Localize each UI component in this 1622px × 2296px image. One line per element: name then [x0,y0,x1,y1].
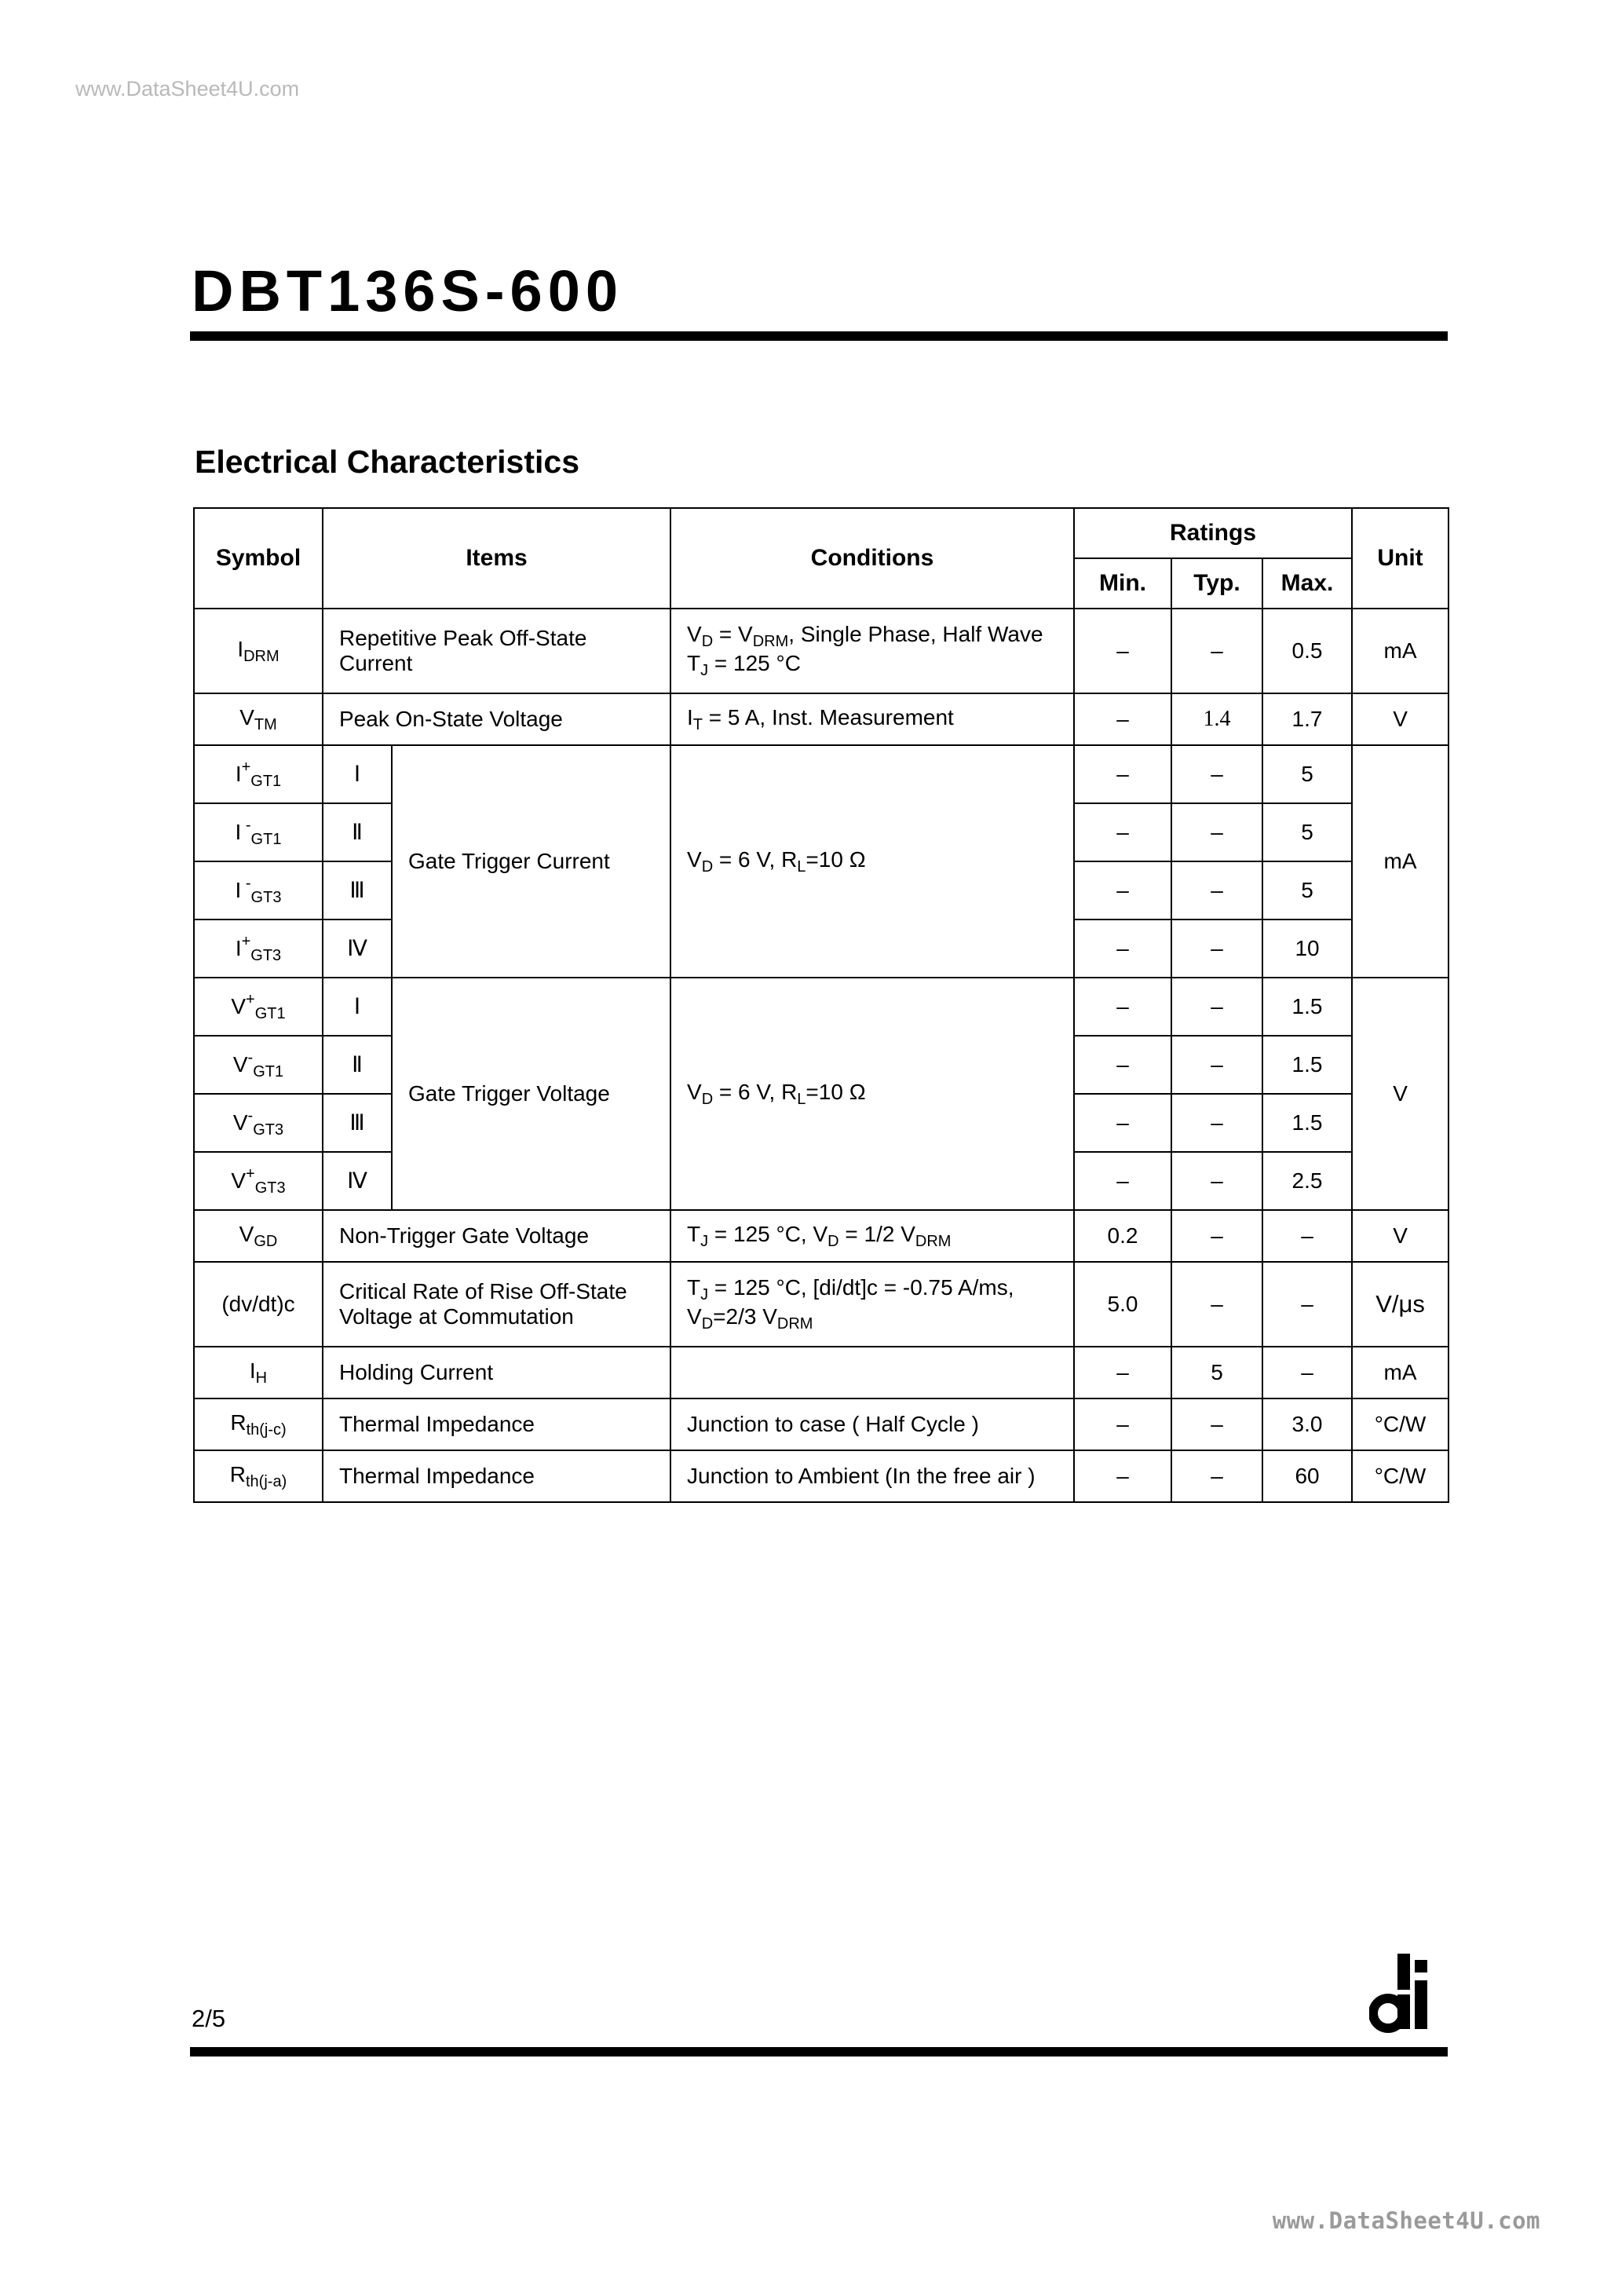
max-cell: – [1262,1210,1352,1262]
condition-cell: $T_J = 125$ °C, [di/dt]c = -0.75 A/ms, $V_D=2/3$ $V_{DRM}$ [670,1262,1074,1347]
symbol-cell: $I_{DRM}$ [194,609,323,693]
typ-cell: – [1171,1398,1262,1450]
condition-cell: Junction to case ( Half Cycle ) [670,1398,1074,1450]
symbol-cell: $I_H$ [194,1347,323,1398]
header-ratings: Ratings [1074,508,1352,558]
unit-cell: V/μs [1352,1262,1448,1347]
company-logo-icon [1369,1954,1429,2035]
table-row-vgd [194,1210,1448,1262]
unit-cell: V [1352,693,1448,745]
min-cell: – [1074,861,1171,919]
min-cell: – [1074,745,1171,803]
header-symbol: Symbol [194,508,323,609]
item-cell: Thermal Impedance [323,1398,670,1450]
min-cell: – [1074,978,1171,1036]
max-cell: – [1262,1262,1352,1347]
footer-rule [190,2047,1448,2057]
min-cell: – [1074,1094,1171,1152]
typ-cell: – [1171,1262,1262,1347]
watermark-bottom: www.DataSheet4U.com [1272,2207,1540,2234]
min-cell: – [1074,919,1171,978]
item-cell: Thermal Impedance [323,1450,670,1502]
typ-cell: – [1171,919,1262,978]
table-row-vgt1-plus [194,978,1448,1036]
unit-cell: mA [1352,745,1448,978]
max-cell: 60 [1262,1450,1352,1502]
typ-cell: – [1171,1152,1262,1210]
header-unit: Unit [1352,508,1448,609]
min-cell: – [1074,1347,1171,1398]
watermark-top: www.DataSheet4U.com [75,77,300,101]
header-conditions: Conditions [670,508,1074,609]
symbol-cell: $V^-_{GT1}$ [194,1036,323,1094]
typ-cell: – [1171,978,1262,1036]
typ-cell: – [1171,745,1262,803]
table-row-dvdt [194,1262,1448,1347]
condition-cell: $V_D = V_{DRM}$, Single Phase, Half Wave $T_J = 125$ °C [670,609,1074,693]
symbol-cell: (dv/dt)c [194,1262,323,1347]
quadrant-cell: Ⅳ [323,1152,392,1210]
max-cell: 0.5 [1262,609,1352,693]
item-cell: Non-Trigger Gate Voltage [323,1210,670,1262]
max-cell: 1.5 [1262,978,1352,1036]
symbol-cell: $V_{GD}$ [194,1210,323,1262]
condition-cell: $T_J = 125$ °C, $V_D = 1/2$ $V_{DRM}$ [670,1210,1074,1262]
condition-cell: Junction to Ambient (In the free air ) [670,1450,1074,1502]
min-cell: – [1074,609,1171,693]
typ-cell: – [1171,1210,1262,1262]
typ-cell: 1.4 [1171,693,1262,745]
typ-cell: – [1171,1450,1262,1502]
item-cell: Peak On-State Voltage [323,693,670,745]
page-number: 2/5 [192,2005,226,2032]
header-min: Min. [1074,558,1171,609]
symbol-cell: I -$_{GT1}$ [194,803,323,861]
table-row-igt1-plus [194,745,1448,803]
table-row-ih [194,1347,1448,1398]
symbol-cell: $V^-_{GT3}$ [194,1094,323,1152]
max-cell: 5 [1262,861,1352,919]
typ-cell: – [1171,609,1262,693]
condition-cell: $V_D = 6$ V, $R_L=10$ Ω [670,745,1074,978]
max-cell: 5 [1262,745,1352,803]
quadrant-cell: Ⅲ [323,861,392,919]
max-cell: 10 [1262,919,1352,978]
item-cell: Gate Trigger Voltage [392,978,670,1210]
typ-cell: – [1171,861,1262,919]
symbol-cell: I -$_{GT3}$ [194,861,323,919]
condition-cell: $V_D = 6$ V, $R_L=10$ Ω [670,978,1074,1210]
max-cell: 1.7 [1262,693,1352,745]
min-cell: 5.0 [1074,1262,1171,1347]
item-cell: Gate Trigger Current [392,745,670,978]
unit-cell: °C/W [1352,1450,1448,1502]
condition-cell: $I_T = 5$ A, Inst. Measurement [670,693,1074,745]
unit-cell: °C/W [1352,1398,1448,1450]
document-title: DBT136S-600 [192,258,624,324]
section-title: Electrical Characteristics [195,444,579,480]
header-items: Items [323,508,670,609]
unit-cell: mA [1352,1347,1448,1398]
max-cell: 2.5 [1262,1152,1352,1210]
quadrant-cell: Ⅲ [323,1094,392,1152]
title-rule [190,331,1448,341]
symbol-cell: $V^+_{GT1}$ [194,978,323,1036]
quadrant-cell: Ⅳ [323,919,392,978]
table-row-vtm [194,693,1448,745]
typ-cell: – [1171,803,1262,861]
symbol-cell: $V^+_{GT3}$ [194,1152,323,1210]
max-cell: 1.5 [1262,1036,1352,1094]
min-cell: – [1074,693,1171,745]
max-cell: 3.0 [1262,1398,1352,1450]
quadrant-cell: Ⅱ [323,803,392,861]
item-cell: Critical Rate of Rise Off-State Voltage at Commutation [323,1262,670,1347]
max-cell: – [1262,1347,1352,1398]
min-cell: 0.2 [1074,1210,1171,1262]
typ-cell: – [1171,1036,1262,1094]
min-cell: – [1074,803,1171,861]
table-row-idrm [194,609,1448,693]
max-cell: 5 [1262,803,1352,861]
min-cell: – [1074,1036,1171,1094]
min-cell: – [1074,1398,1171,1450]
min-cell: – [1074,1152,1171,1210]
table-row-rthjc [194,1398,1448,1450]
unit-cell: V [1352,978,1448,1210]
symbol-cell: $R_{th(j-a)}$ [194,1450,323,1502]
unit-cell: V [1352,1210,1448,1262]
condition-cell [670,1347,1074,1398]
symbol-cell: $R_{th(j-c)}$ [194,1398,323,1450]
header-max: Max. [1262,558,1352,609]
quadrant-cell: Ⅰ [323,745,392,803]
header-typ: Typ. [1171,558,1262,609]
min-cell: – [1074,1450,1171,1502]
item-cell: Repetitive Peak Off-State Current [323,609,670,693]
typ-cell: 5 [1171,1347,1262,1398]
table-row-rthja [194,1450,1448,1502]
electrical-characteristics-table [193,507,1449,1503]
quadrant-cell: Ⅱ [323,1036,392,1094]
quadrant-cell: Ⅰ [323,978,392,1036]
item-cell: Holding Current [323,1347,670,1398]
symbol-cell: $V_{TM}$ [194,693,323,745]
typ-cell: – [1171,1094,1262,1152]
max-cell: 1.5 [1262,1094,1352,1152]
unit-cell: mA [1352,609,1448,693]
symbol-cell: $I^+_{GT3}$ [194,919,323,978]
symbol-cell: $I^+_{GT1}$ [194,745,323,803]
